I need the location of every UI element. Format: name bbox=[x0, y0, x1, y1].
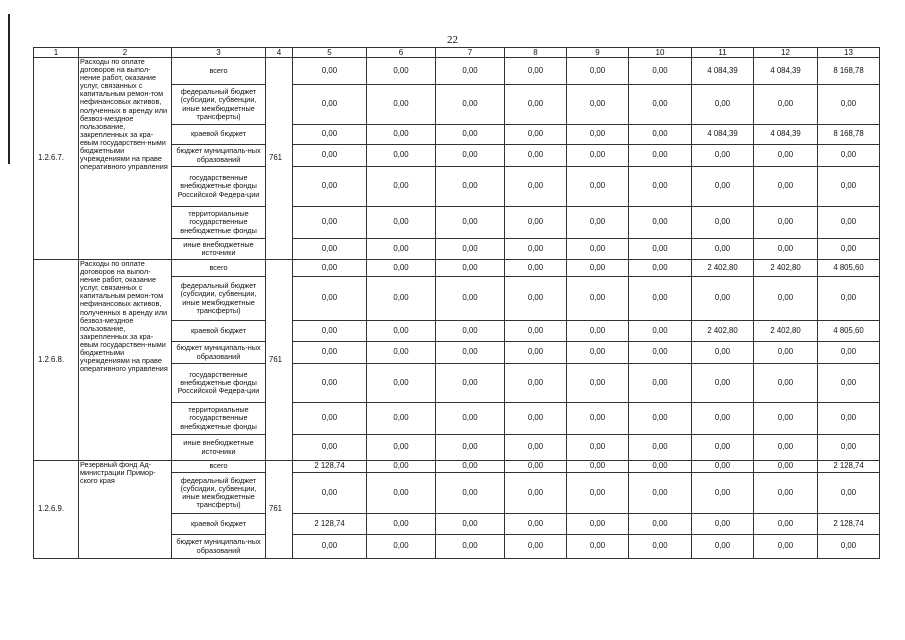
value-cell: 0,00 bbox=[436, 514, 505, 535]
value-cell: 0,00 bbox=[367, 514, 436, 535]
value-cell: 0,00 bbox=[818, 145, 880, 167]
value-cell: 0,00 bbox=[629, 277, 692, 321]
column-header: 8 bbox=[505, 48, 567, 58]
value-cell: 0,00 bbox=[692, 364, 754, 403]
value-cell: 0,00 bbox=[567, 461, 629, 473]
value-cell: 2 402,80 bbox=[692, 260, 754, 277]
value-cell: 0,00 bbox=[629, 167, 692, 207]
item-code-cell: 1.2.6.8. bbox=[34, 260, 79, 461]
value-cell: 0,00 bbox=[692, 342, 754, 364]
funding-source-cell: государственные внебюджетные фонды Российской Федера-ции bbox=[172, 364, 266, 403]
value-cell: 0,00 bbox=[754, 473, 818, 514]
value-cell: 0,00 bbox=[818, 535, 880, 559]
value-cell: 0,00 bbox=[436, 85, 505, 125]
value-cell: 4 084,39 bbox=[754, 58, 818, 85]
value-cell: 0,00 bbox=[367, 321, 436, 342]
value-cell: 0,00 bbox=[293, 277, 367, 321]
value-cell: 0,00 bbox=[754, 364, 818, 403]
value-cell: 0,00 bbox=[293, 85, 367, 125]
value-cell: 0,00 bbox=[367, 239, 436, 260]
value-cell: 4 084,39 bbox=[692, 58, 754, 85]
grbs-code-cell: 761 bbox=[266, 260, 293, 461]
value-cell: 0,00 bbox=[436, 207, 505, 239]
value-cell: 0,00 bbox=[567, 435, 629, 461]
funding-source-cell: федеральный бюджет (субсидии, субвенции, иные межбюджетные трансферты) bbox=[172, 85, 266, 125]
value-cell: 0,00 bbox=[818, 85, 880, 125]
value-cell: 0,00 bbox=[367, 207, 436, 239]
item-description-cell: Резервный фонд Ад-министрации Примор-ского края bbox=[79, 461, 172, 559]
value-cell: 0,00 bbox=[505, 461, 567, 473]
value-cell: 4 805,60 bbox=[818, 260, 880, 277]
funding-source-cell: федеральный бюджет (субсидии, субвенции, иные межбюджетные трансферты) bbox=[172, 277, 266, 321]
value-cell: 0,00 bbox=[293, 167, 367, 207]
value-cell: 0,00 bbox=[505, 239, 567, 260]
value-cell: 0,00 bbox=[629, 145, 692, 167]
budget-table bbox=[33, 47, 880, 559]
value-cell: 0,00 bbox=[505, 403, 567, 435]
value-cell: 0,00 bbox=[367, 473, 436, 514]
value-cell: 0,00 bbox=[293, 403, 367, 435]
column-header: 7 bbox=[436, 48, 505, 58]
value-cell: 0,00 bbox=[505, 342, 567, 364]
value-cell: 0,00 bbox=[293, 58, 367, 85]
value-cell: 2 128,74 bbox=[293, 461, 367, 473]
grbs-code-cell: 761 bbox=[266, 461, 293, 559]
table-row bbox=[34, 461, 880, 473]
value-cell: 0,00 bbox=[567, 473, 629, 514]
grbs-code-cell: 761 bbox=[266, 58, 293, 260]
column-header: 12 bbox=[754, 48, 818, 58]
value-cell: 2 402,80 bbox=[692, 321, 754, 342]
value-cell: 0,00 bbox=[293, 435, 367, 461]
value-cell: 0,00 bbox=[567, 535, 629, 559]
value-cell: 0,00 bbox=[567, 342, 629, 364]
table-row bbox=[34, 58, 880, 85]
value-cell: 0,00 bbox=[436, 321, 505, 342]
value-cell: 0,00 bbox=[293, 364, 367, 403]
funding-source-cell: иные внебюджетные источники bbox=[172, 435, 266, 461]
value-cell: 0,00 bbox=[293, 535, 367, 559]
value-cell: 0,00 bbox=[754, 342, 818, 364]
value-cell: 0,00 bbox=[367, 85, 436, 125]
value-cell: 8 168,78 bbox=[818, 125, 880, 145]
value-cell: 0,00 bbox=[367, 58, 436, 85]
value-cell: 0,00 bbox=[505, 167, 567, 207]
value-cell: 0,00 bbox=[692, 473, 754, 514]
value-cell: 0,00 bbox=[567, 239, 629, 260]
value-cell: 0,00 bbox=[754, 239, 818, 260]
value-cell: 0,00 bbox=[629, 342, 692, 364]
value-cell: 0,00 bbox=[754, 461, 818, 473]
value-cell: 0,00 bbox=[818, 364, 880, 403]
value-cell: 2 128,74 bbox=[818, 514, 880, 535]
value-cell: 0,00 bbox=[367, 535, 436, 559]
value-cell: 0,00 bbox=[567, 277, 629, 321]
value-cell: 0,00 bbox=[436, 535, 505, 559]
value-cell: 0,00 bbox=[754, 435, 818, 461]
value-cell: 0,00 bbox=[818, 239, 880, 260]
value-cell: 0,00 bbox=[818, 403, 880, 435]
value-cell: 0,00 bbox=[692, 239, 754, 260]
value-cell: 0,00 bbox=[293, 145, 367, 167]
value-cell: 0,00 bbox=[505, 321, 567, 342]
header-row bbox=[34, 48, 880, 58]
value-cell: 2 402,80 bbox=[754, 260, 818, 277]
value-cell: 0,00 bbox=[505, 277, 567, 321]
value-cell: 0,00 bbox=[692, 535, 754, 559]
value-cell: 0,00 bbox=[367, 403, 436, 435]
value-cell: 0,00 bbox=[436, 403, 505, 435]
value-cell: 0,00 bbox=[505, 473, 567, 514]
value-cell: 2 402,80 bbox=[754, 321, 818, 342]
value-cell: 0,00 bbox=[293, 260, 367, 277]
funding-source-cell: краевой бюджет bbox=[172, 321, 266, 342]
value-cell: 0,00 bbox=[629, 435, 692, 461]
value-cell: 0,00 bbox=[367, 277, 436, 321]
value-cell: 0,00 bbox=[754, 207, 818, 239]
value-cell: 0,00 bbox=[505, 58, 567, 85]
value-cell: 0,00 bbox=[436, 58, 505, 85]
funding-source-cell: иные внебюджетные источники bbox=[172, 239, 266, 260]
value-cell: 0,00 bbox=[436, 473, 505, 514]
value-cell: 4 084,39 bbox=[692, 125, 754, 145]
value-cell: 0,00 bbox=[754, 535, 818, 559]
value-cell: 0,00 bbox=[629, 239, 692, 260]
value-cell: 0,00 bbox=[293, 321, 367, 342]
value-cell: 0,00 bbox=[818, 342, 880, 364]
value-cell: 0,00 bbox=[567, 514, 629, 535]
value-cell: 4 084,39 bbox=[754, 125, 818, 145]
value-cell: 0,00 bbox=[367, 364, 436, 403]
item-code-cell: 1.2.6.9. bbox=[34, 461, 79, 559]
value-cell: 0,00 bbox=[629, 364, 692, 403]
value-cell: 0,00 bbox=[505, 514, 567, 535]
funding-source-cell: краевой бюджет bbox=[172, 125, 266, 145]
funding-source-cell: территориальные государственные внебюджетные фонды bbox=[172, 403, 266, 435]
funding-source-cell: всего bbox=[172, 461, 266, 473]
value-cell: 0,00 bbox=[818, 473, 880, 514]
funding-source-cell: бюджет муниципаль-ных образований bbox=[172, 535, 266, 559]
value-cell: 0,00 bbox=[629, 260, 692, 277]
value-cell: 0,00 bbox=[629, 535, 692, 559]
value-cell: 0,00 bbox=[367, 125, 436, 145]
value-cell: 0,00 bbox=[505, 260, 567, 277]
value-cell: 0,00 bbox=[629, 403, 692, 435]
column-header: 10 bbox=[629, 48, 692, 58]
value-cell: 0,00 bbox=[754, 167, 818, 207]
value-cell: 0,00 bbox=[692, 514, 754, 535]
value-cell: 0,00 bbox=[754, 403, 818, 435]
value-cell: 0,00 bbox=[436, 364, 505, 403]
value-cell: 0,00 bbox=[692, 435, 754, 461]
value-cell: 0,00 bbox=[367, 260, 436, 277]
value-cell: 0,00 bbox=[629, 321, 692, 342]
column-header: 13 bbox=[818, 48, 880, 58]
value-cell: 0,00 bbox=[367, 145, 436, 167]
funding-source-cell: бюджет муниципаль-ных образований bbox=[172, 342, 266, 364]
value-cell: 0,00 bbox=[436, 125, 505, 145]
column-header: 6 bbox=[367, 48, 436, 58]
column-header: 2 bbox=[79, 48, 172, 58]
value-cell: 0,00 bbox=[367, 461, 436, 473]
value-cell: 0,00 bbox=[692, 85, 754, 125]
funding-source-cell: всего bbox=[172, 260, 266, 277]
item-code-cell: 1.2.6.7. bbox=[34, 58, 79, 260]
value-cell: 0,00 bbox=[567, 58, 629, 85]
value-cell: 0,00 bbox=[754, 277, 818, 321]
value-cell: 0,00 bbox=[367, 435, 436, 461]
value-cell: 0,00 bbox=[567, 403, 629, 435]
value-cell: 2 128,74 bbox=[293, 514, 367, 535]
value-cell: 0,00 bbox=[293, 239, 367, 260]
value-cell: 4 805,60 bbox=[818, 321, 880, 342]
value-cell: 0,00 bbox=[505, 364, 567, 403]
column-header: 1 bbox=[34, 48, 79, 58]
table-body bbox=[34, 48, 880, 559]
value-cell: 0,00 bbox=[629, 58, 692, 85]
value-cell: 0,00 bbox=[436, 167, 505, 207]
value-cell: 0,00 bbox=[567, 321, 629, 342]
value-cell: 0,00 bbox=[629, 207, 692, 239]
value-cell: 0,00 bbox=[692, 145, 754, 167]
value-cell: 0,00 bbox=[692, 461, 754, 473]
value-cell: 0,00 bbox=[436, 239, 505, 260]
funding-source-cell: бюджет муниципаль-ных образований bbox=[172, 145, 266, 167]
value-cell: 0,00 bbox=[567, 207, 629, 239]
value-cell: 0,00 bbox=[293, 207, 367, 239]
value-cell: 0,00 bbox=[818, 167, 880, 207]
value-cell: 0,00 bbox=[293, 473, 367, 514]
value-cell: 0,00 bbox=[629, 461, 692, 473]
value-cell: 0,00 bbox=[505, 145, 567, 167]
value-cell: 0,00 bbox=[436, 342, 505, 364]
page-number: 22 bbox=[447, 34, 458, 46]
value-cell: 0,00 bbox=[436, 145, 505, 167]
column-header: 3 bbox=[172, 48, 266, 58]
value-cell: 0,00 bbox=[629, 85, 692, 125]
value-cell: 0,00 bbox=[692, 167, 754, 207]
funding-source-cell: территориальные государственные внебюджетные фонды bbox=[172, 207, 266, 239]
value-cell: 0,00 bbox=[436, 461, 505, 473]
value-cell: 0,00 bbox=[505, 535, 567, 559]
value-cell: 0,00 bbox=[567, 125, 629, 145]
value-cell: 0,00 bbox=[629, 473, 692, 514]
value-cell: 0,00 bbox=[436, 435, 505, 461]
value-cell: 2 128,74 bbox=[818, 461, 880, 473]
table-row bbox=[34, 260, 880, 277]
value-cell: 0,00 bbox=[818, 277, 880, 321]
column-header: 4 bbox=[266, 48, 293, 58]
value-cell: 0,00 bbox=[818, 207, 880, 239]
value-cell: 0,00 bbox=[367, 342, 436, 364]
value-cell: 0,00 bbox=[367, 167, 436, 207]
column-header: 11 bbox=[692, 48, 754, 58]
value-cell: 0,00 bbox=[692, 207, 754, 239]
value-cell: 0,00 bbox=[567, 364, 629, 403]
value-cell: 0,00 bbox=[818, 435, 880, 461]
value-cell: 0,00 bbox=[505, 85, 567, 125]
value-cell: 0,00 bbox=[629, 514, 692, 535]
value-cell: 0,00 bbox=[692, 277, 754, 321]
value-cell: 0,00 bbox=[754, 85, 818, 125]
value-cell: 0,00 bbox=[567, 85, 629, 125]
value-cell: 0,00 bbox=[692, 403, 754, 435]
funding-source-cell: федеральный бюджет (субсидии, субвенции, иные межбюджетные трансферты) bbox=[172, 473, 266, 514]
value-cell: 0,00 bbox=[754, 514, 818, 535]
value-cell: 0,00 bbox=[505, 125, 567, 145]
value-cell: 0,00 bbox=[505, 207, 567, 239]
value-cell: 0,00 bbox=[293, 342, 367, 364]
item-description-cell: Расходы по оплате договоров на выпол-нение работ, оказание услуг, связанных с капитальным ремон-том нефинансовых активов, полученных в аренду или безвоз-мездное пользование, закрепленных за кра-евым государствен-ными бюджетными учреждениями на праве оперативного управления bbox=[79, 58, 172, 260]
value-cell: 0,00 bbox=[436, 260, 505, 277]
funding-source-cell: всего bbox=[172, 58, 266, 85]
value-cell: 0,00 bbox=[567, 145, 629, 167]
value-cell: 0,00 bbox=[293, 125, 367, 145]
value-cell: 0,00 bbox=[567, 167, 629, 207]
item-description-cell: Расходы по оплате договоров на выпол-нение работ, оказание услуг, связанных с капитальным ремон-том нефинансовых активов, полученных в аренду или безвоз-мездное пользование, закрепленных за кра-евым государствен-ными бюджетными учреждениями на праве оперативного управления bbox=[79, 260, 172, 461]
value-cell: 0,00 bbox=[629, 125, 692, 145]
value-cell: 0,00 bbox=[436, 277, 505, 321]
funding-source-cell: государственные внебюджетные фонды Российской Федера-ции bbox=[172, 167, 266, 207]
value-cell: 8 168,78 bbox=[818, 58, 880, 85]
column-header: 9 bbox=[567, 48, 629, 58]
value-cell: 0,00 bbox=[505, 435, 567, 461]
funding-source-cell: краевой бюджет bbox=[172, 514, 266, 535]
column-header: 5 bbox=[293, 48, 367, 58]
value-cell: 0,00 bbox=[754, 145, 818, 167]
value-cell: 0,00 bbox=[567, 260, 629, 277]
